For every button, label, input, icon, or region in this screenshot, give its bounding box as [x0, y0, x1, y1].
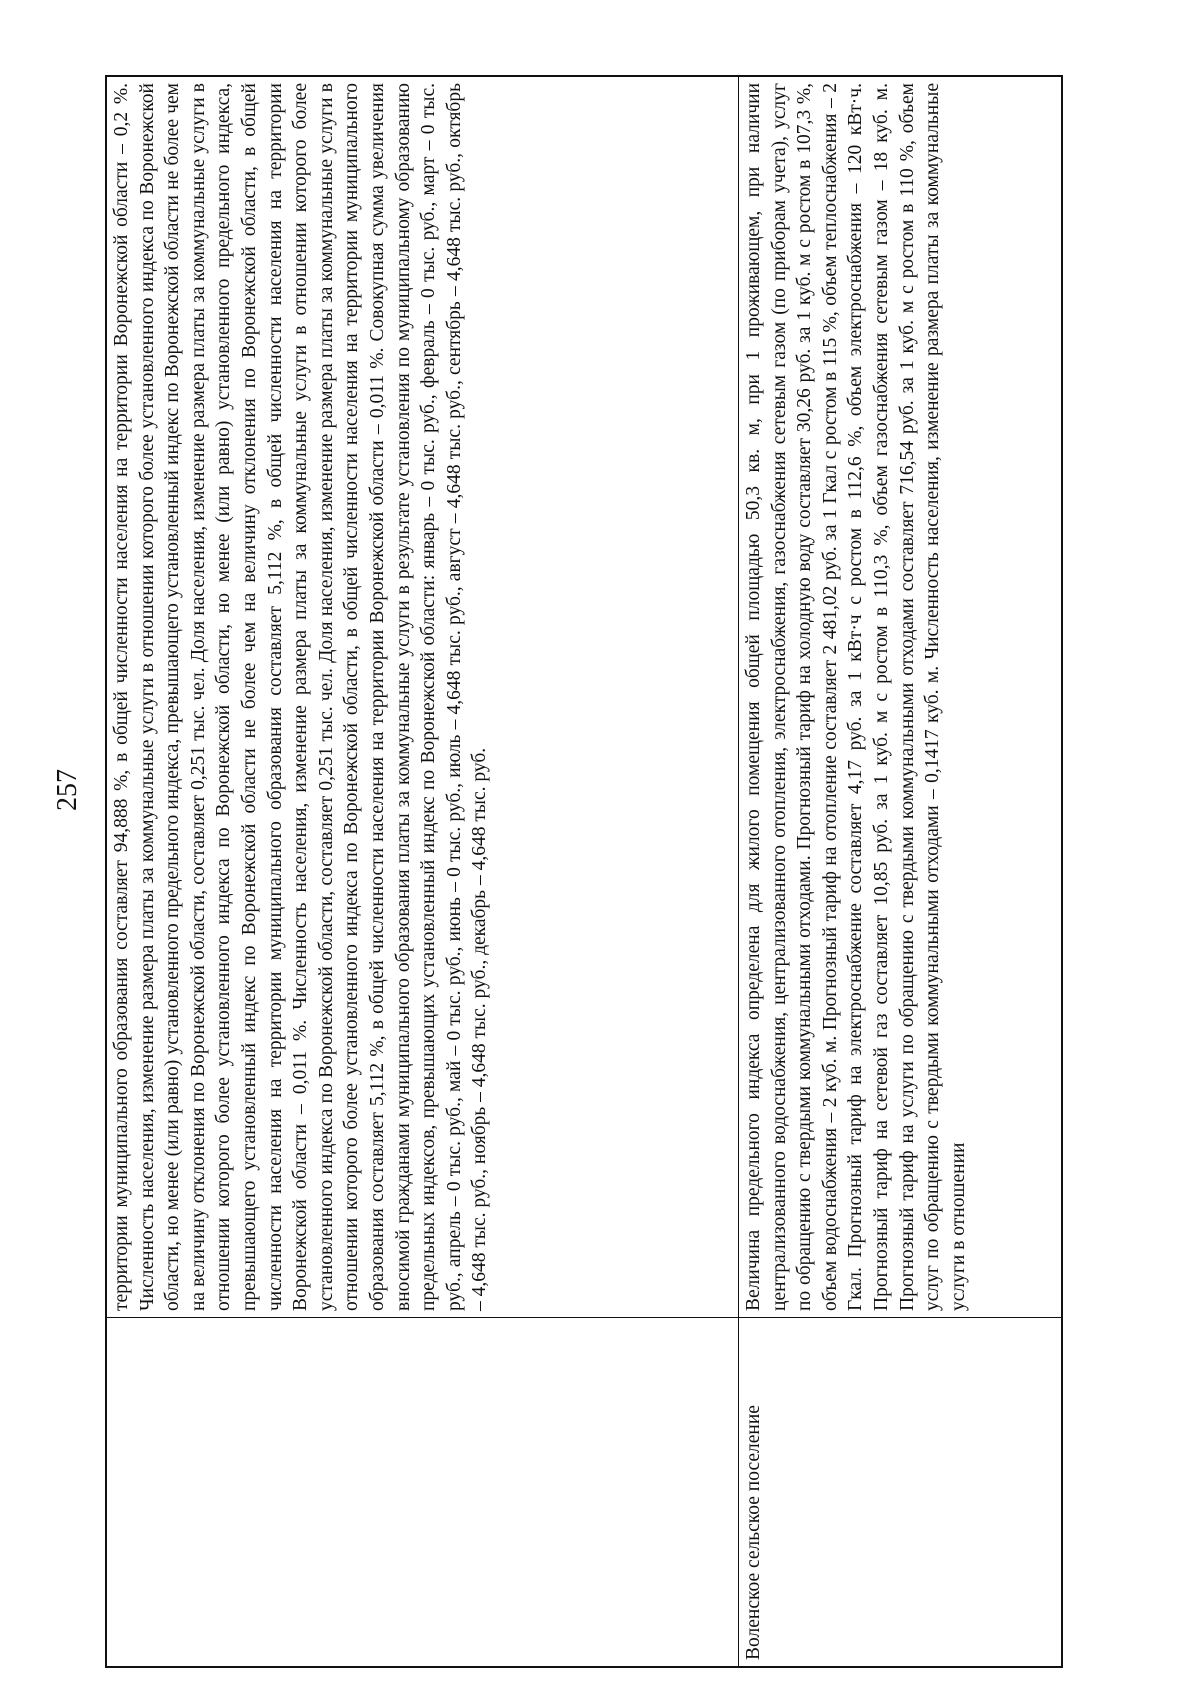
- table-row: [106, 76, 739, 1667]
- description-cell: [739, 76, 1063, 1318]
- table-row: [739, 76, 1063, 1667]
- municipality-name-cell: Воленское сельское поселение: [739, 1318, 1063, 1668]
- report-table: [105, 75, 1063, 1668]
- description-cell: территории муниципального образования составляет 94,888 %, в общей численности населения на территории Воронежской области – 0,2 %. Численность населения, изменение размера платы за коммунальные услуги в отношении которого более установленного индекса по Воронежской области, но менее (или равно) установленного предельного индекса, превышающего установленный индекс по Воронежской области не более чем на величину отклонения по Воронежской области, составляет 0,251 тыс. чел. Доля населения, изменение размера платы за коммунальные услуги в отношении которого более установленного индекса по Воронежской области, но менее (или равно) установленного предельного индекса, превышающего установленный индекс по Воронежской области не более чем на величину отклонения по Воронежской области, в общей численности населения на территории муниципального образования составляет 5,112 %, в общей численности населения на территории Воронежской области – 0,011 %. Численность населения, изменение размера платы за коммунальные услуги в отношении которого более установленного индекса по Воронежской области, составляет 0,251 тыс. чел. Доля населения, изменение размера платы за коммунальные услуги в отношении которого более установленного индекса по Воронежской области, в общей численности населения на территории муниципального образования составляет 5,112 %, в общей численности населения на территории Воронежской области – 0,011 %. Совокупная сумма увеличения вносимой гражданами муниципального образования платы за коммунальные услуги в результате установления по муниципальному образованию предельных индексов, превышающих установленный индекс по Воронежской области: январь – 0 тыс. руб., февраль – 0 тыс. руб., март – 0 тыс. руб., апрель – 0 тыс. руб., май – 0 тыс. руб., июнь – 0 тыс. руб., июль – 4,648 тыс. руб., август – 4,648 тыс. руб., сентябрь – 4,648 тыс. руб., октябрь – 4,648 тыс. руб., ноябрь – 4,648 тыс. руб., декабрь – 4,648 тыс. руб.: [106, 76, 739, 1318]
- municipality-name-cell: [106, 1318, 739, 1668]
- rotated-table: [105, 75, 1089, 1668]
- description-text: Величина предельного индекса определена для жилого помещения общей площадью 50,3 кв. м, при 1 проживающем, при наличии централизованного водоснабжения, централизованного отопления, электроснабжения, газоснабжения сетевым газом (по приборам учета), услуг по обращению с твердыми коммунальными отходами. Прогнозный тариф на холодную воду составляет 30,26 руб. за 1 куб. м с ростом в 107,3 %, объем водоснабжения – 2 куб. м. Прогнозный тариф на отопление составляет 2 481,02 руб. за 1 Гкал с ростом в 115 %, объем теплоснабжения – 2 Гкал. Прогнозный тариф на электроснабжение составляет 4,17 руб. за 1 кВт·ч с ростом в 112,6 %, объем электроснабжения – 120 кВт·ч. Прогнозный тариф на сетевой газ составляет 10,85 руб. за 1 куб. м с ростом в 110,3 %, объем газоснабжения сетевым газом – 18 куб. м. Прогнозный тариф на услуги по обращению с твердыми коммунальными отходами составляет 716,54 руб. за 1 куб. м с ростом в 110 %, объем услуг по обращению с твердыми коммунальными отходами – 0,1417 куб. м. Численность населения, изменение размера платы за коммунальные услуги в отношении: [743, 83, 969, 1311]
- table-container: [105, 75, 1089, 1668]
- page-number: 257: [52, 769, 83, 811]
